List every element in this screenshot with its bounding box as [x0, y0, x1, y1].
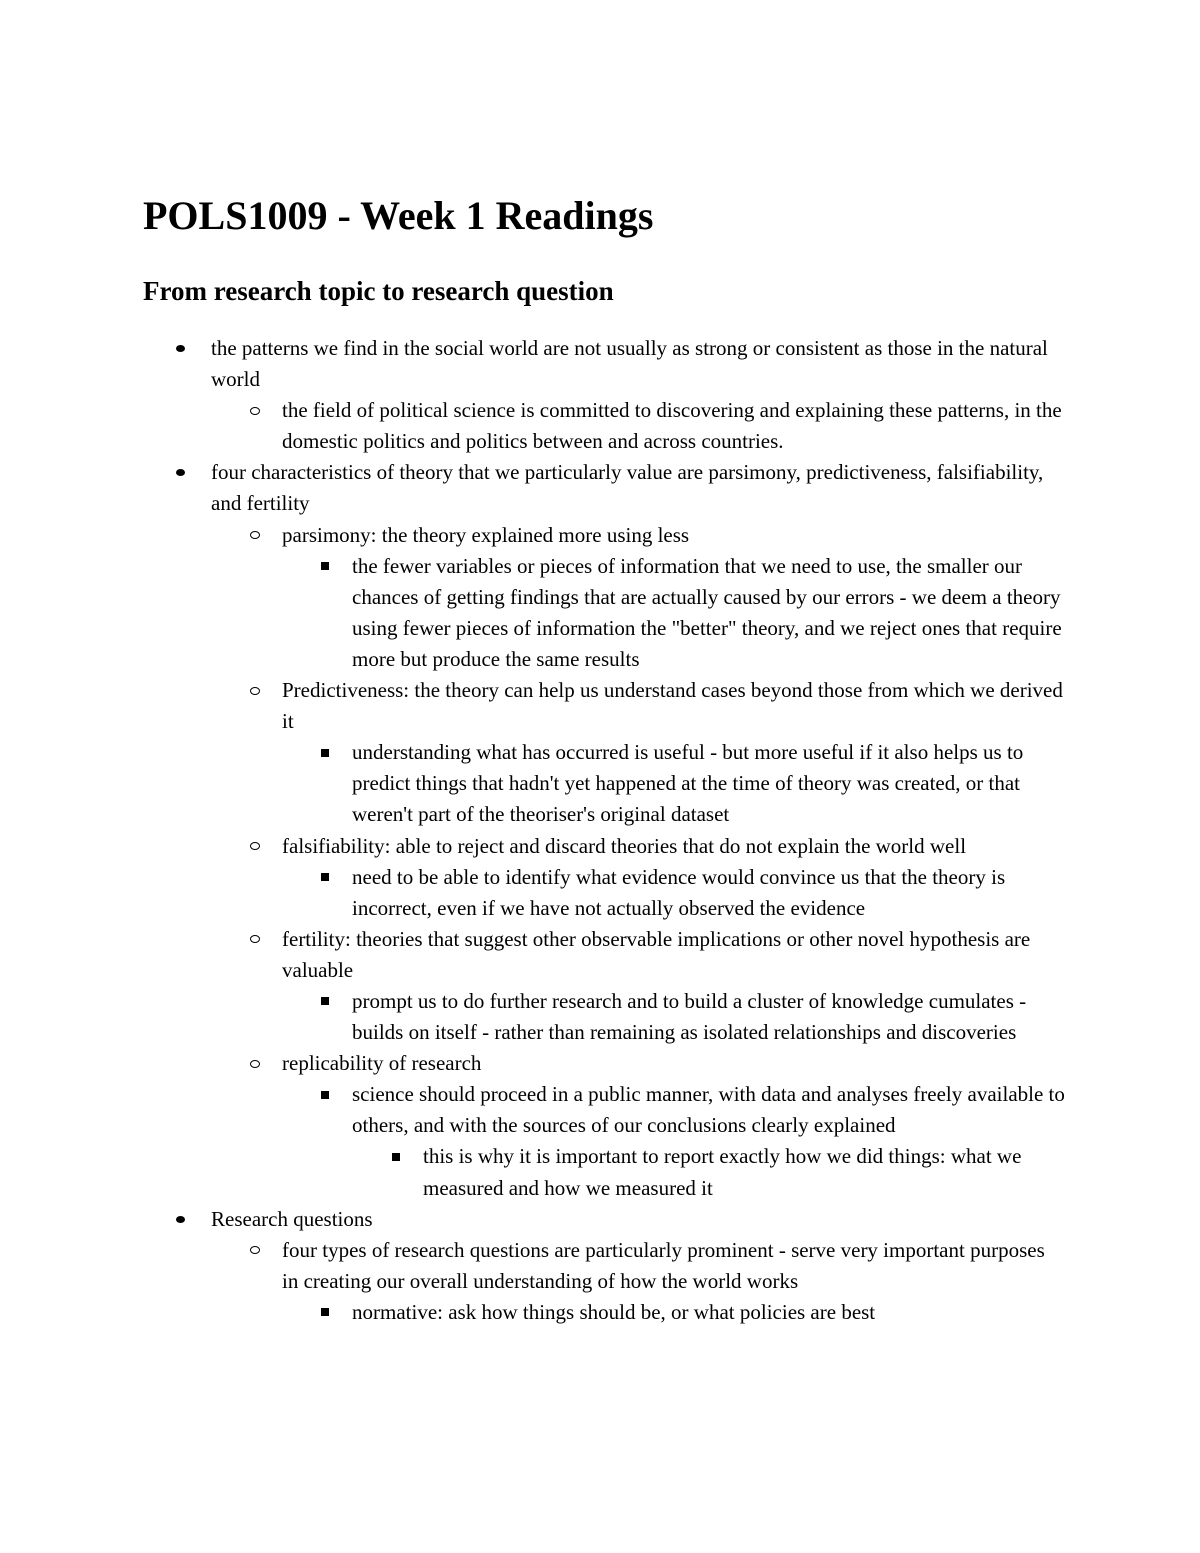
list-item: [0, 831, 1065, 862]
list-item: [0, 551, 1065, 675]
bullet-dot-icon: [170, 1204, 190, 1235]
list-item: [0, 520, 1065, 551]
bullet-square-icon: [315, 1079, 335, 1110]
bullet-square-icon: [315, 1297, 335, 1328]
list-item: [0, 862, 1065, 924]
list-item: [0, 1079, 1065, 1141]
list-item-text: this is why it is important to report exactly how we did things: what we measured and how we measured it: [423, 1144, 1022, 1200]
list-item-text: fertility: theories that suggest other observable implications or other novel hypothesis are valuable: [282, 926, 1031, 982]
list-item-text: the field of political science is committed to discovering and explaining these patterns, in the domestic politics and politics between and across countries.: [282, 398, 1062, 454]
list-item-text: falsifiability: able to reject and discard theories that do not explain the world well: [282, 833, 967, 858]
bullet-circle-icon: [245, 1048, 265, 1079]
list-item: [0, 1048, 1065, 1079]
list-item: [0, 1204, 1065, 1235]
bullet-square-icon: [315, 986, 335, 1017]
bullet-square-icon: [386, 1141, 406, 1172]
list-item: [0, 395, 1065, 457]
section-heading: From research topic to research question: [143, 276, 614, 306]
bullet-circle-icon: [245, 924, 265, 955]
bullet-square-icon: [315, 737, 335, 768]
list-item: [0, 1141, 1065, 1203]
bullet-dot-icon: [170, 333, 190, 364]
list-item: [0, 1235, 1065, 1297]
bullet-circle-icon: [245, 395, 265, 426]
list-item: [0, 737, 1065, 830]
bullet-dot-icon: [170, 457, 190, 488]
list-item-text: replicability of research: [282, 1051, 482, 1076]
list-item-text: the patterns we find in the social world are not usually as strong or consistent as those in the natural world: [211, 336, 1048, 392]
list-item: [0, 1297, 1065, 1328]
list-item-text: Predictiveness: the theory can help us understand cases beyond those from which we derived it: [282, 678, 1063, 734]
list-item-text: four types of research questions are particularly prominent - serve very important purposes in creating our overall understanding of how the world works: [282, 1237, 1045, 1293]
list-item-text: four characteristics of theory that we particularly value are parsimony, predictiveness, falsifiability, and fertility: [211, 460, 1044, 516]
list-item-text: the fewer variables or pieces of information that we need to use, the smaller our chances of getting findings that are actually caused by our errors - we deem a theory using fewer pieces of information the "better" theory, and we reject ones that require more but produce the same results: [352, 553, 1062, 671]
bullet-circle-icon: [245, 675, 265, 706]
list-item-text: Research questions: [211, 1206, 373, 1231]
list-item: [0, 675, 1065, 737]
list-item-text: normative: ask how things should be, or what policies are best: [352, 1299, 876, 1324]
list-item-text: understanding what has occurred is useful - but more useful if it also helps us to predict things that hadn't yet happened at the time of theory was created, or that weren't part of the theoriser's original dataset: [352, 740, 1024, 827]
document-title: POLS1009 - Week 1 Readings: [143, 193, 654, 238]
bullet-circle-icon: [245, 1235, 265, 1266]
list-item-text: need to be able to identify what evidence would convince us that the theory is incorrect, even if we have not actually observed the evidence: [352, 864, 1006, 920]
list-item: [0, 457, 1065, 519]
list-item-text: parsimony: the theory explained more using less: [282, 522, 690, 547]
list-item: [0, 333, 1065, 395]
bullet-list: [0, 333, 1200, 1328]
list-item: [0, 986, 1065, 1048]
list-item: [0, 924, 1065, 986]
bullet-circle-icon: [245, 520, 265, 551]
list-item-text: prompt us to do further research and to build a cluster of knowledge cumulates - builds on itself - rather than remaining as isolated relationships and discoveries: [352, 988, 1027, 1045]
bullet-square-icon: [315, 551, 335, 582]
bullet-circle-icon: [245, 831, 265, 862]
bullet-square-icon: [315, 862, 335, 893]
list-item-text: science should proceed in a public manner, with data and analyses freely available to others, and with the sources of our conclusions clearly explained: [352, 1082, 1065, 1138]
